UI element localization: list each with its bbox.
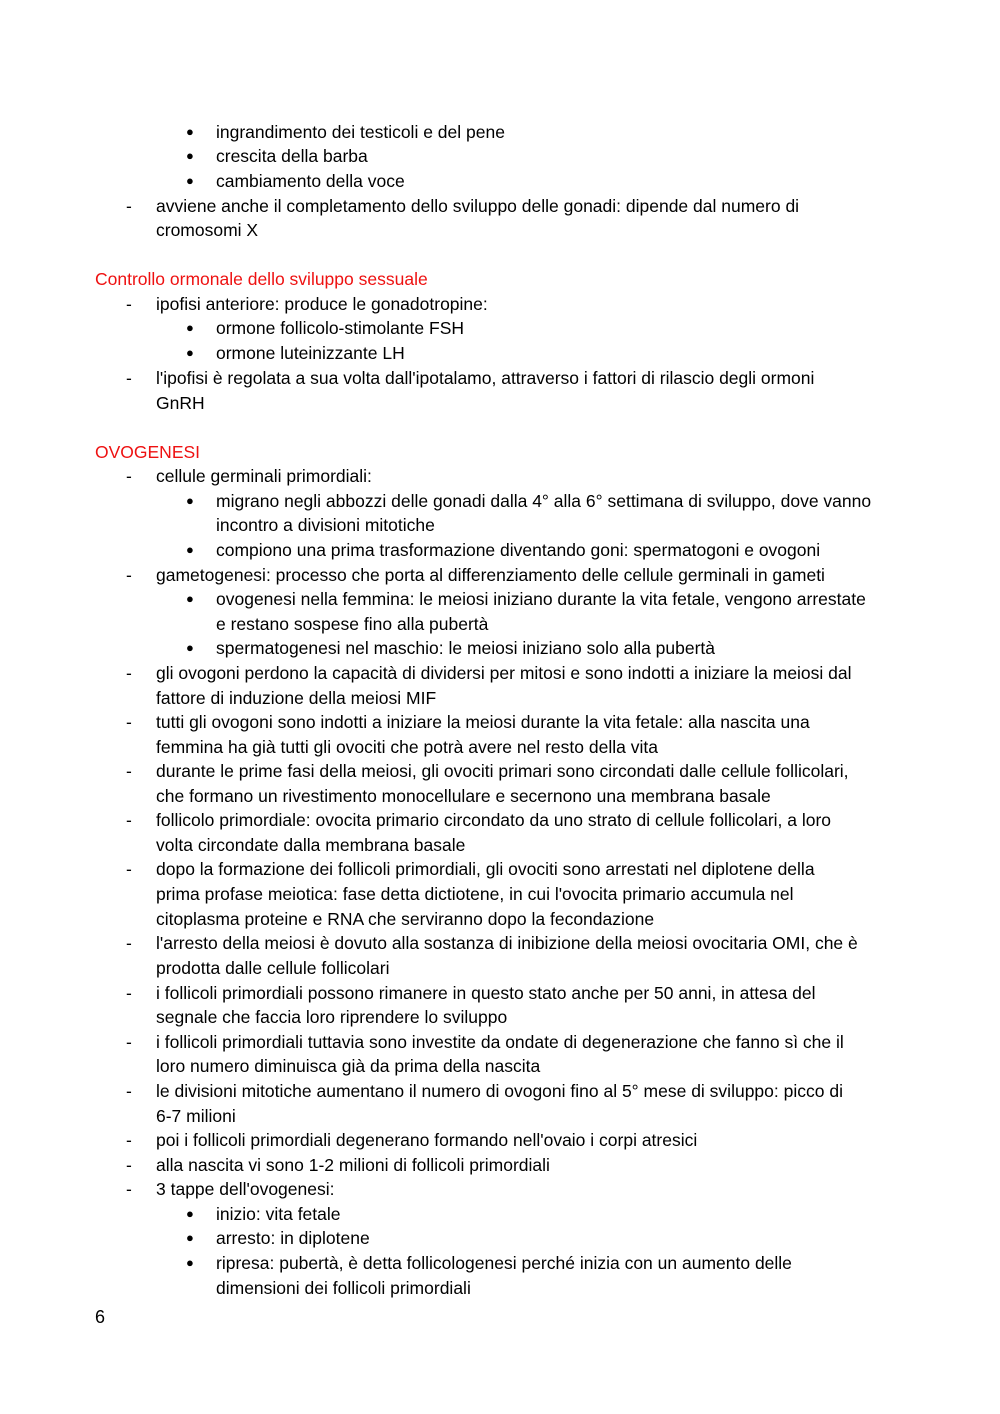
bullet-item: ingrandimento dei testicoli e del pene bbox=[216, 122, 505, 142]
dash-marker: - bbox=[126, 1130, 132, 1150]
dash-marker: - bbox=[126, 294, 132, 314]
dash-marker: - bbox=[126, 368, 132, 388]
dash-item: avviene anche il completamento dello sviluppo delle gonadi: dipende dal numero di bbox=[156, 196, 800, 216]
dash-item-continuation: 6-7 milioni bbox=[156, 1106, 236, 1126]
bullet-icon: ● bbox=[186, 345, 194, 360]
bullet-item: inizio: vita fetale bbox=[216, 1204, 341, 1224]
bullet-icon: ● bbox=[186, 320, 194, 335]
dash-item-continuation: GnRH bbox=[156, 393, 205, 413]
bullet-item-continuation: dimensioni dei follicoli primordiali bbox=[216, 1278, 471, 1298]
dash-marker: - bbox=[126, 1032, 132, 1052]
bullet-item-continuation: incontro a divisioni mitotiche bbox=[216, 515, 435, 535]
bullet-item: ripresa: pubertà, è detta follicologenesi perché inizia con un aumento delle bbox=[216, 1253, 792, 1273]
section-heading-ovogenesi: OVOGENESI bbox=[95, 442, 201, 462]
dash-marker: - bbox=[126, 859, 132, 879]
bullet-icon: ● bbox=[186, 1230, 194, 1245]
dash-marker: - bbox=[126, 761, 132, 781]
dash-item-continuation: segnale che faccia loro riprendere lo sviluppo bbox=[156, 1007, 508, 1027]
dash-item: le divisioni mitotiche aumentano il numero di ovogoni fino al 5° mese di sviluppo: picco di bbox=[156, 1081, 843, 1101]
dash-item: alla nascita vi sono 1-2 milioni di follicoli primordiali bbox=[156, 1155, 550, 1175]
bullet-item: migrano negli abbozzi delle gonadi dalla 4° alla 6° settimana di sviluppo, dove vanno bbox=[216, 491, 872, 511]
dash-marker: - bbox=[126, 1155, 132, 1175]
bullet-item: crescita della barba bbox=[216, 146, 368, 166]
dash-item-continuation: volta circondate dalla membrana basale bbox=[156, 835, 466, 855]
bullet-icon: ● bbox=[186, 542, 194, 557]
dash-item: i follicoli primordiali possono rimanere in questo stato anche per 50 anni, in attesa del bbox=[156, 983, 816, 1003]
dash-item-continuation: femmina ha già tutti gli ovociti che potrà avere nel resto della vita bbox=[156, 737, 658, 757]
dash-item: gli ovogoni perdono la capacità di dividersi per mitosi e sono indotti a iniziare la meiosi dal bbox=[156, 663, 852, 683]
bullet-item: ormone follicolo-stimolante FSH bbox=[216, 318, 465, 338]
dash-item: cellule germinali primordiali: bbox=[156, 466, 372, 486]
dash-item: tutti gli ovogoni sono indotti a iniziare la meiosi durante la vita fetale: alla nascita una bbox=[156, 712, 810, 732]
section-heading-hormonal-control: Controllo ormonale dello sviluppo sessuale bbox=[95, 269, 428, 289]
bullet-item: spermatogenesi nel maschio: le meiosi iniziano solo alla pubertà bbox=[216, 638, 716, 658]
dash-item: l'ipofisi è regolata a sua volta dall'ipotalamo, attraverso i fattori di rilascio degli ormoni bbox=[156, 368, 815, 388]
bullet-icon: ● bbox=[186, 591, 194, 606]
dash-item: ipofisi anteriore: produce le gonadotropine: bbox=[156, 294, 488, 314]
dash-item: 3 tappe dell'ovogenesi: bbox=[156, 1179, 335, 1199]
bullet-item-continuation: e restano sospese fino alla pubertà bbox=[216, 614, 489, 634]
bullet-icon: ● bbox=[186, 173, 194, 188]
bullet-item: compiono una prima trasformazione diventando goni: spermatogoni e ovogoni bbox=[216, 540, 821, 560]
dash-item-continuation: che formano un rivestimento monocellulare e secernono una membrana basale bbox=[156, 786, 771, 806]
dash-item-continuation: citoplasma proteine e RNA che serviranno dopo la fecondazione bbox=[156, 909, 655, 929]
dash-marker: - bbox=[126, 933, 132, 953]
dash-marker: - bbox=[126, 1179, 132, 1199]
dash-marker: - bbox=[126, 565, 132, 585]
bullet-icon: ● bbox=[186, 640, 194, 655]
dash-item: poi i follicoli primordiali degenerano formando nell'ovaio i corpi atresici bbox=[156, 1130, 698, 1150]
dash-marker: - bbox=[126, 983, 132, 1003]
dash-item-continuation: loro numero diminuisca già da prima della nascita bbox=[156, 1056, 541, 1076]
dash-item: durante le prime fasi della meiosi, gli ovociti primari sono circondati dalle cellule follicolari, bbox=[156, 761, 849, 781]
bullet-icon: ● bbox=[186, 1255, 194, 1270]
page-number: 6 bbox=[95, 1307, 106, 1327]
dash-marker: - bbox=[126, 1081, 132, 1101]
dash-item-continuation: fattore di induzione della meiosi MIF bbox=[156, 688, 437, 708]
dash-item-continuation: cromosomi X bbox=[156, 220, 259, 240]
dash-item: dopo la formazione dei follicoli primordiali, gli ovociti sono arrestati nel diplotene della bbox=[156, 859, 815, 879]
bullet-item: arresto: in diplotene bbox=[216, 1228, 370, 1248]
bullet-icon: ● bbox=[186, 148, 194, 163]
bullet-icon: ● bbox=[186, 493, 194, 508]
dash-marker: - bbox=[126, 663, 132, 683]
dash-item: follicolo primordiale: ovocita primario circondato da uno strato di cellule follicolari, a loro bbox=[156, 810, 832, 830]
dash-marker: - bbox=[126, 810, 132, 830]
bullet-icon: ● bbox=[186, 124, 194, 139]
dash-item-continuation: prima profase meiotica: fase detta dictiotene, in cui l'ovocita primario accumula nel bbox=[156, 884, 794, 904]
bullet-item: ovogenesi nella femmina: le meiosi iniziano durante la vita fetale, vengono arrestate bbox=[216, 589, 866, 609]
bullet-item: ormone luteinizzante LH bbox=[216, 343, 405, 363]
bullet-item: cambiamento della voce bbox=[216, 171, 405, 191]
dash-item-continuation: prodotta dalle cellule follicolari bbox=[156, 958, 390, 978]
dash-marker: - bbox=[126, 712, 132, 732]
dash-marker: - bbox=[126, 466, 132, 486]
dash-item: gametogenesi: processo che porta al differenziamento delle cellule germinali in gameti bbox=[156, 565, 825, 585]
dash-marker: - bbox=[126, 196, 132, 216]
bullet-icon: ● bbox=[186, 1206, 194, 1221]
dash-item: i follicoli primordiali tuttavia sono investite da ondate di degenerazione che fanno sì che il bbox=[156, 1032, 844, 1052]
dash-item: l'arresto della meiosi è dovuto alla sostanza di inibizione della meiosi ovocitaria OMI, che è bbox=[156, 933, 858, 953]
